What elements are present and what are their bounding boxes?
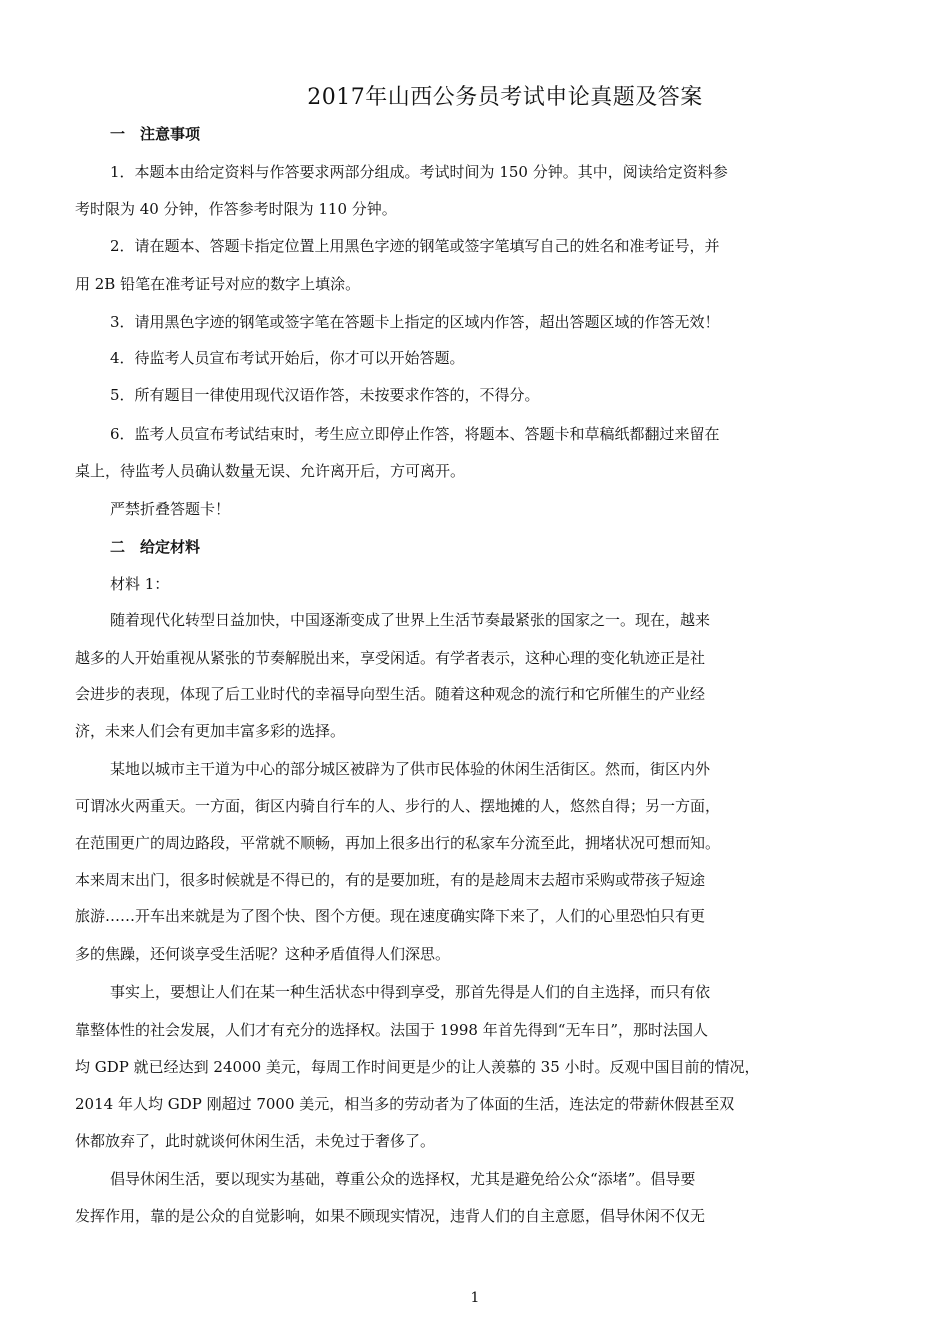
text-line: 济，未来人们会有更加丰富多彩的选择。	[75, 722, 346, 740]
text-line: 2014 年人均 GDP 刚超过 7000 美元，相当多的劳动者为了体面的生活，连法定的带薪休假甚至双	[75, 1095, 735, 1113]
text-line: 材料 1：	[110, 575, 170, 593]
page-title: 2017年山西公务员考试申论真题及答案	[307, 85, 703, 110]
text-line: 严禁折叠答题卡！	[110, 500, 231, 518]
page-number: 1	[470, 1290, 480, 1306]
text-line: 多的焦躁，还何谈享受生活呢？这种矛盾值得人们深思。	[75, 945, 451, 963]
text-line: 6．监考人员宣布考试结束时，考生应立即停止作答，将题本、答题卡和草稿纸都翻过来留在	[110, 425, 720, 443]
text-line: 会进步的表现，体现了后工业时代的幸福导向型生活。随着这种观念的流行和它所催生的产业经	[75, 685, 706, 703]
section-heading: 一 注意事项	[110, 125, 201, 143]
text-line: 发挥作用，靠的是公众的自觉影响，如果不顾现实情况，违背人们的自主意愿，倡导休闲不仅无	[75, 1207, 706, 1225]
text-line: 可谓冰火两重天。一方面，街区内骑自行车的人、步行的人、摆地摊的人，悠然自得；另一方面，	[75, 797, 721, 815]
text-line: 随着现代化转型日益加快，中国逐渐变成了世界上生活节奏最紧张的国家之一。现在，越来	[110, 611, 711, 629]
text-line: 事实上，要想让人们在某一种生活状态中得到享受，那首先得是人们的自主选择，而只有依	[110, 983, 711, 1001]
text-line: 4．待监考人员宣布考试开始后，你才可以开始答题。	[110, 349, 465, 367]
text-line: 5．所有题目一律使用现代汉语作答，未按要求作答的，不得分。	[110, 386, 540, 404]
text-line: 1．本题本由给定资料与作答要求两部分组成。考试时间为 150 分钟。其中，阅读给定资料参	[110, 163, 728, 181]
text-line: 均 GDP 就已经达到 24000 美元，每周工作时间更是少的让人羡慕的 35 小时。反观中国目前的情况，	[75, 1058, 760, 1076]
text-line: 靠整体性的社会发展，人们才有充分的选择权。法国于 1998 年首先得到“无车日”，那时法国人	[75, 1021, 709, 1039]
text-line: 越多的人开始重视从紧张的节奏解脱出来，享受闲适。有学者表示，这种心理的变化轨迹正是社	[75, 649, 706, 667]
text-line: 2．请在题本、答题卡指定位置上用黑色字迹的钢笔或签字笔填写自己的姓名和准考证号，并	[110, 237, 720, 255]
text-line: 本来周末出门，很多时候就是不得已的，有的是要加班，有的是趁周末去超市采购或带孩子短途	[75, 871, 706, 889]
text-line: 某地以城市主干道为中心的部分城区被辟为了供市民体验的休闲生活街区。然而，街区内外	[110, 760, 711, 778]
text-line: 在范围更广的周边路段，平常就不顺畅，再加上很多出行的私家车分流至此，拥堵状况可想而知。	[75, 834, 721, 852]
text-line: 考时限为 40 分钟，作答参考时限为 110 分钟。	[75, 200, 397, 218]
section-heading: 二 给定材料	[110, 538, 201, 556]
text-line: 用 2B 铅笔在准考证号对应的数字上填涂。	[75, 275, 361, 293]
text-line: 旅游……开车出来就是为了图个快、图个方便。现在速度确实降下来了，人们的心里恐怕只有更	[75, 907, 706, 925]
text-line: 休都放弃了，此时就谈何休闲生活，未免过于奢侈了。	[75, 1132, 436, 1150]
text-line: 倡导休闲生活，要以现实为基础，尊重公众的选择权，尤其是避免给公众“添堵”。倡导要	[110, 1170, 696, 1188]
text-line: 桌上，待监考人员确认数量无误、允许离开后，方可离开。	[75, 462, 466, 480]
text-line: 3．请用黑色字迹的钢笔或签字笔在答题卡上指定的区域内作答，超出答题区域的作答无效！	[110, 313, 720, 331]
